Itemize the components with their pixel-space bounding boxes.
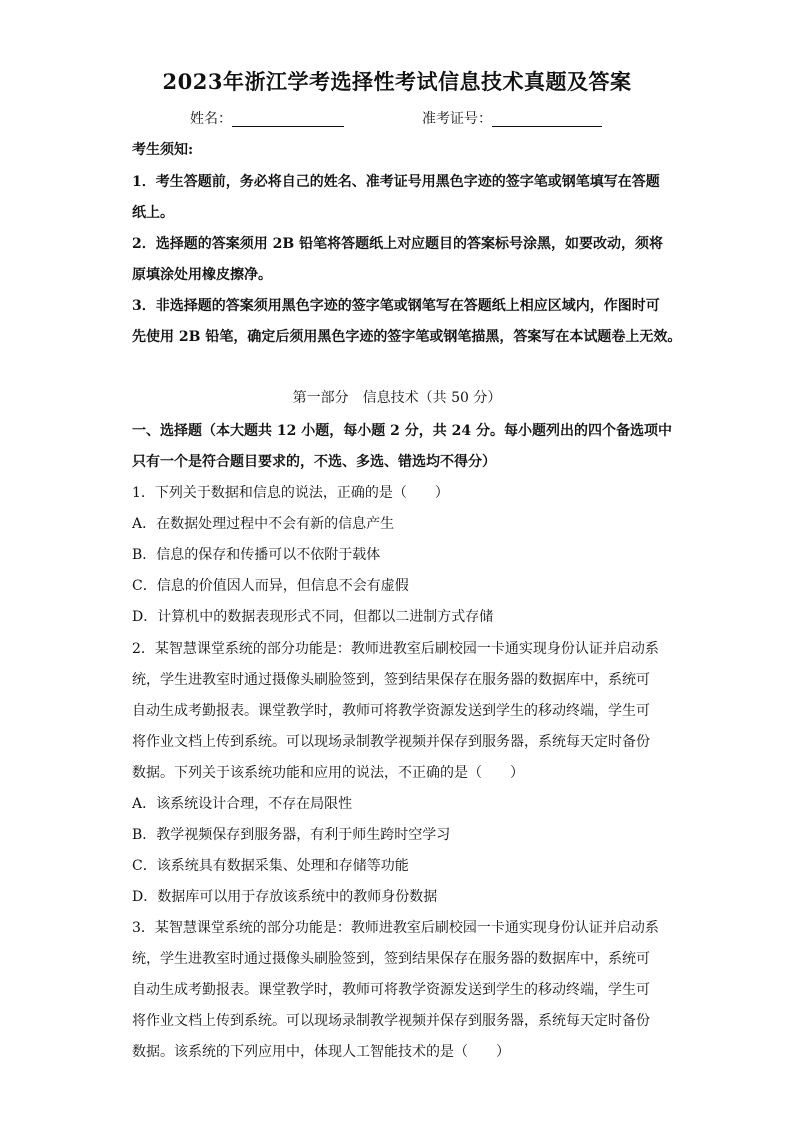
notice-line: 原填涂处用橡皮擦净。: [132, 267, 272, 283]
question-2-option-b: B．教学视频保存到服务器，有利于师生跨时空学习: [132, 827, 451, 843]
question-3-stem: 3．某智慧课堂系统的部分功能是：教师进教室后刷校园一卡通实现身份认证并启动系: [132, 920, 659, 936]
notice-line: 先使用 2B 铅笔，确定后须用黑色字迹的签字笔或钢笔描黑，答案写在本试题卷上无效。: [132, 329, 682, 345]
question-1-option-a: A．在数据处理过程中不会有新的信息产生: [132, 516, 395, 532]
question-1-stem: 1．下列关于数据和信息的说法，正确的是（ ）: [132, 485, 449, 501]
question-2-option-a: A．该系统设计合理，不存在局限性: [132, 796, 353, 812]
section-heading: 只有一个是符合题目要求的，不选、多选、错选均不得分）: [132, 454, 496, 470]
question-2-option-c: C．该系统具有数据采集、处理和存储等功能: [132, 858, 409, 874]
question-3-stem: 自动生成考勤报表。课堂教学时，教师可将教学资源发送到学生的移动终端，学生可: [132, 982, 650, 998]
question-1-option-b: B．信息的保存和传播可以不依附于载体: [132, 547, 381, 563]
name-label: 姓名：: [190, 111, 232, 127]
notice-line: 2．选择题的答案须用 2B 铅笔将答题纸上对应题目的答案标号涂黑，如要改动，须将: [132, 236, 664, 252]
candidate-info-row: [0, 108, 794, 132]
question-2-stem: 将作业文档上传到系统。可以现场录制教学视频并保存到服务器，系统每天定时备份: [132, 734, 650, 750]
name-blank-line: [232, 126, 344, 127]
part-heading: 第一部分 信息技术（共 50 分）: [292, 390, 502, 406]
question-1-option-d: D．计算机中的数据表现形式不同，但都以二进制方式存储: [132, 609, 494, 625]
id-blank-line: [492, 126, 602, 127]
section-heading: 一、选择题（本大题共 12 小题，每小题 2 分，共 24 分。每小题列出的四个备选项中: [132, 423, 672, 439]
notice-heading: 考生须知:: [132, 142, 194, 158]
question-2-stem: 统，学生进教室时通过摄像头刷脸签到，签到结果保存在服务器的数据库中，系统可: [132, 672, 650, 688]
question-3-stem: 将作业文档上传到系统。可以现场录制教学视频并保存到服务器，系统每天定时备份: [132, 1013, 650, 1029]
question-2-stem: 2．某智慧课堂系统的部分功能是：教师进教室后刷校园一卡通实现身份认证并启动系: [132, 641, 659, 657]
notice-line: 3．非选择题的答案须用黑色字迹的签字笔或钢笔写在答题纸上相应区域内，作图时可: [132, 298, 660, 314]
question-2-option-d: D．数据库可以用于存放该系统中的教师身份数据: [132, 889, 438, 905]
question-2-stem: 自动生成考勤报表。课堂教学时，教师可将教学资源发送到学生的移动终端，学生可: [132, 703, 650, 719]
id-label: 准考证号：: [422, 111, 492, 127]
question-3-stem: 数据。该系统的下列应用中，体现人工智能技术的是（ ）: [132, 1044, 510, 1060]
notice-line: 1．考生答题前，务必将自己的姓名、准考证号用黑色字迹的签字笔或钢笔填写在答题: [132, 174, 660, 190]
question-2-stem: 数据。下列关于该系统功能和应用的说法，不正确的是（ ）: [132, 765, 524, 781]
notice-line: 纸上。: [132, 205, 174, 221]
question-1-option-c: C．信息的价值因人而异，但信息不会有虚假: [132, 578, 409, 594]
question-3-stem: 统，学生进教室时通过摄像头刷脸签到，签到结果保存在服务器的数据库中，系统可: [132, 951, 650, 967]
document-title: 2023年浙江学考选择性考试信息技术真题及答案: [162, 69, 632, 94]
